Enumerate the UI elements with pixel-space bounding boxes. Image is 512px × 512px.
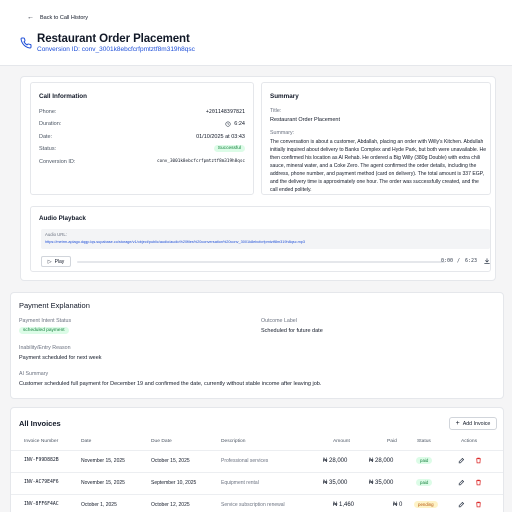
status-label: Status: xyxy=(39,146,57,152)
edit-icon[interactable] xyxy=(458,457,465,464)
edit-icon[interactable] xyxy=(458,479,465,486)
phone-value: +201148397821 xyxy=(205,109,245,115)
plus-icon: + xyxy=(455,420,460,427)
invoice-number: INV-8FF6F4AC xyxy=(24,502,59,507)
add-invoice-button[interactable] xyxy=(449,417,497,430)
arrow-left-icon: ← xyxy=(27,14,34,21)
invoices-card xyxy=(10,407,504,512)
trash-icon[interactable] xyxy=(475,479,482,486)
invoice-date: November 15, 2025 xyxy=(81,458,125,464)
ai-summary-label: AI Summary xyxy=(19,371,49,377)
outcome-label: Outcome Label xyxy=(261,318,297,324)
payment-explanation-heading: Payment Explanation xyxy=(19,301,90,310)
status-badge: pending xyxy=(414,501,438,508)
audio-time-separator: / xyxy=(457,258,461,264)
column-header-amount: Amount xyxy=(333,439,350,444)
column-header-paid: Paid xyxy=(387,439,397,444)
status-badge: paid xyxy=(416,457,432,464)
invoice-description: Equipment rental xyxy=(221,480,259,486)
audio-url-link[interactable]: https://metrm-apiago.dqgp.lqs.supabase.co/storage/v1/object/public/audio/audio%20files%20conversation%20conv_3001k8ebcfcrfpmtztf8m319h8qsc.mp3 xyxy=(45,240,306,244)
summary-line: sauce, mineral water, and a Coke Zero. The agent confirmed the order details, including the xyxy=(270,163,477,169)
table-row xyxy=(11,494,503,512)
invoice-number: INV-F99D882B xyxy=(24,458,59,463)
audio-progress-track[interactable] xyxy=(77,261,445,263)
duration-text: 6:24 xyxy=(234,121,245,127)
audio-playback-heading: Audio Playback xyxy=(39,215,86,222)
audio-current-time: 0:00 xyxy=(441,258,454,264)
audio-url-label: Audio URL: xyxy=(45,232,67,237)
phone-icon xyxy=(20,37,32,49)
invoice-description: Professional services xyxy=(221,458,269,464)
play-icon: ▷ xyxy=(47,258,52,265)
invoice-paid: ₦ 28,000 xyxy=(369,458,394,464)
call-information-heading: Call Information xyxy=(39,93,87,100)
payment-intent-label: Payment Intent Status xyxy=(19,318,72,324)
summary-line: and the delivery time is approximately one hour. The order was successfully created, and the xyxy=(270,179,479,185)
download-icon[interactable] xyxy=(483,257,491,265)
page-title: Restaurant Order Placement xyxy=(37,33,190,45)
summary-text xyxy=(270,138,488,194)
table-row xyxy=(11,450,503,472)
invoice-due-date: October 12, 2025 xyxy=(151,502,190,508)
invoice-due-date: October 15, 2025 xyxy=(151,458,190,464)
duration-label: Duration: xyxy=(39,121,62,127)
inability-reason-label: Inability/Entry Reason xyxy=(19,345,71,351)
payment-intent-badge: scheduled payment xyxy=(19,327,69,334)
invoice-date: October 1, 2025 xyxy=(81,502,117,508)
play-button-label: Play xyxy=(54,258,65,265)
invoice-date: November 15, 2025 xyxy=(81,480,125,486)
invoice-paid: ₦ 35,000 xyxy=(369,480,394,486)
table-row xyxy=(11,472,503,494)
summary-line: then confirmed his location as Al Rehab. He ordered a Big Willy (380g Double) with extra chili xyxy=(270,155,481,161)
summary-line: address, phone number, and payment method (card on delivery). The total amount is 337 EGP, xyxy=(270,171,484,177)
back-link[interactable] xyxy=(27,14,88,21)
call-information-card xyxy=(30,82,254,195)
payment-explanation-card xyxy=(10,292,504,399)
invoice-paid: ₦ 0 xyxy=(393,502,403,508)
invoice-number: INV-AC79E4F6 xyxy=(24,480,59,485)
column-header-actions: Actions xyxy=(461,439,478,444)
date-label: Date: xyxy=(39,134,53,140)
invoice-amount: ₦ 28,000 xyxy=(323,458,348,464)
edit-icon[interactable] xyxy=(458,501,465,508)
summary-line: call ended politely. xyxy=(270,187,312,193)
conversion-id-subtitle: Conversion ID: conv_3001k8ebcfcrfpmtztf8m319h8qsc xyxy=(37,46,195,53)
summary-line: initially inquired about delivery to Banks Complex and Hyde Park, but both were unavailable. He xyxy=(270,147,487,153)
clock-icon xyxy=(225,121,231,127)
status-badge: paid xyxy=(416,479,432,486)
page-header xyxy=(0,0,512,66)
invoices-heading: All Invoices xyxy=(19,419,61,428)
audio-total-time: 6:23 xyxy=(465,258,478,264)
column-header-invoice-number: Invoice Number xyxy=(24,439,59,444)
invoice-amount: ₦ 1,460 xyxy=(333,502,355,508)
summary-title-value: Restaurant Order Placement xyxy=(270,117,341,123)
column-header-description: Description xyxy=(221,439,246,444)
trash-icon[interactable] xyxy=(475,501,482,508)
outcome-value: Scheduled for future date xyxy=(261,328,323,334)
conversion-id-value: conv_3001k8ebcfcrfpmtztf8m319h8qsc xyxy=(157,159,245,164)
duration-value xyxy=(225,121,245,127)
conversion-id-label: Conversion ID: xyxy=(39,159,76,165)
play-button[interactable] xyxy=(41,256,71,267)
column-header-status: Status xyxy=(417,439,431,444)
column-header-date: Date xyxy=(81,439,92,444)
back-link-label: Back to Call History xyxy=(40,14,88,21)
audio-playback-card xyxy=(30,206,491,272)
inability-reason-value: Payment scheduled for next week xyxy=(19,355,102,361)
date-value: 01/10/2025 at 03:43 xyxy=(196,134,245,140)
invoice-amount: ₦ 35,000 xyxy=(323,480,348,486)
call-detail-panel xyxy=(20,76,496,281)
trash-icon[interactable] xyxy=(475,457,482,464)
invoice-due-date: September 10, 2025 xyxy=(151,480,197,486)
summary-line: The conversation is about a customer, Abdallah, placing an order with Willy's Kitchen. Abdullah xyxy=(270,139,484,145)
audio-url-box xyxy=(41,229,490,249)
summary-card xyxy=(261,82,491,195)
status-badge: Successful xyxy=(214,145,245,152)
invoice-description: Service subscription renewal xyxy=(221,502,285,508)
summary-title-label: Title: xyxy=(270,108,282,114)
ai-summary-value: Customer scheduled full payment for December 19 and confirmed the date, currently without stable income after leaving job. xyxy=(19,381,322,387)
add-invoice-label: Add Invoice xyxy=(462,420,491,427)
summary-text-label: Summary: xyxy=(270,130,295,136)
column-header-due-date: Due Date xyxy=(151,439,172,444)
phone-label: Phone: xyxy=(39,109,57,115)
summary-heading: Summary xyxy=(270,93,299,100)
